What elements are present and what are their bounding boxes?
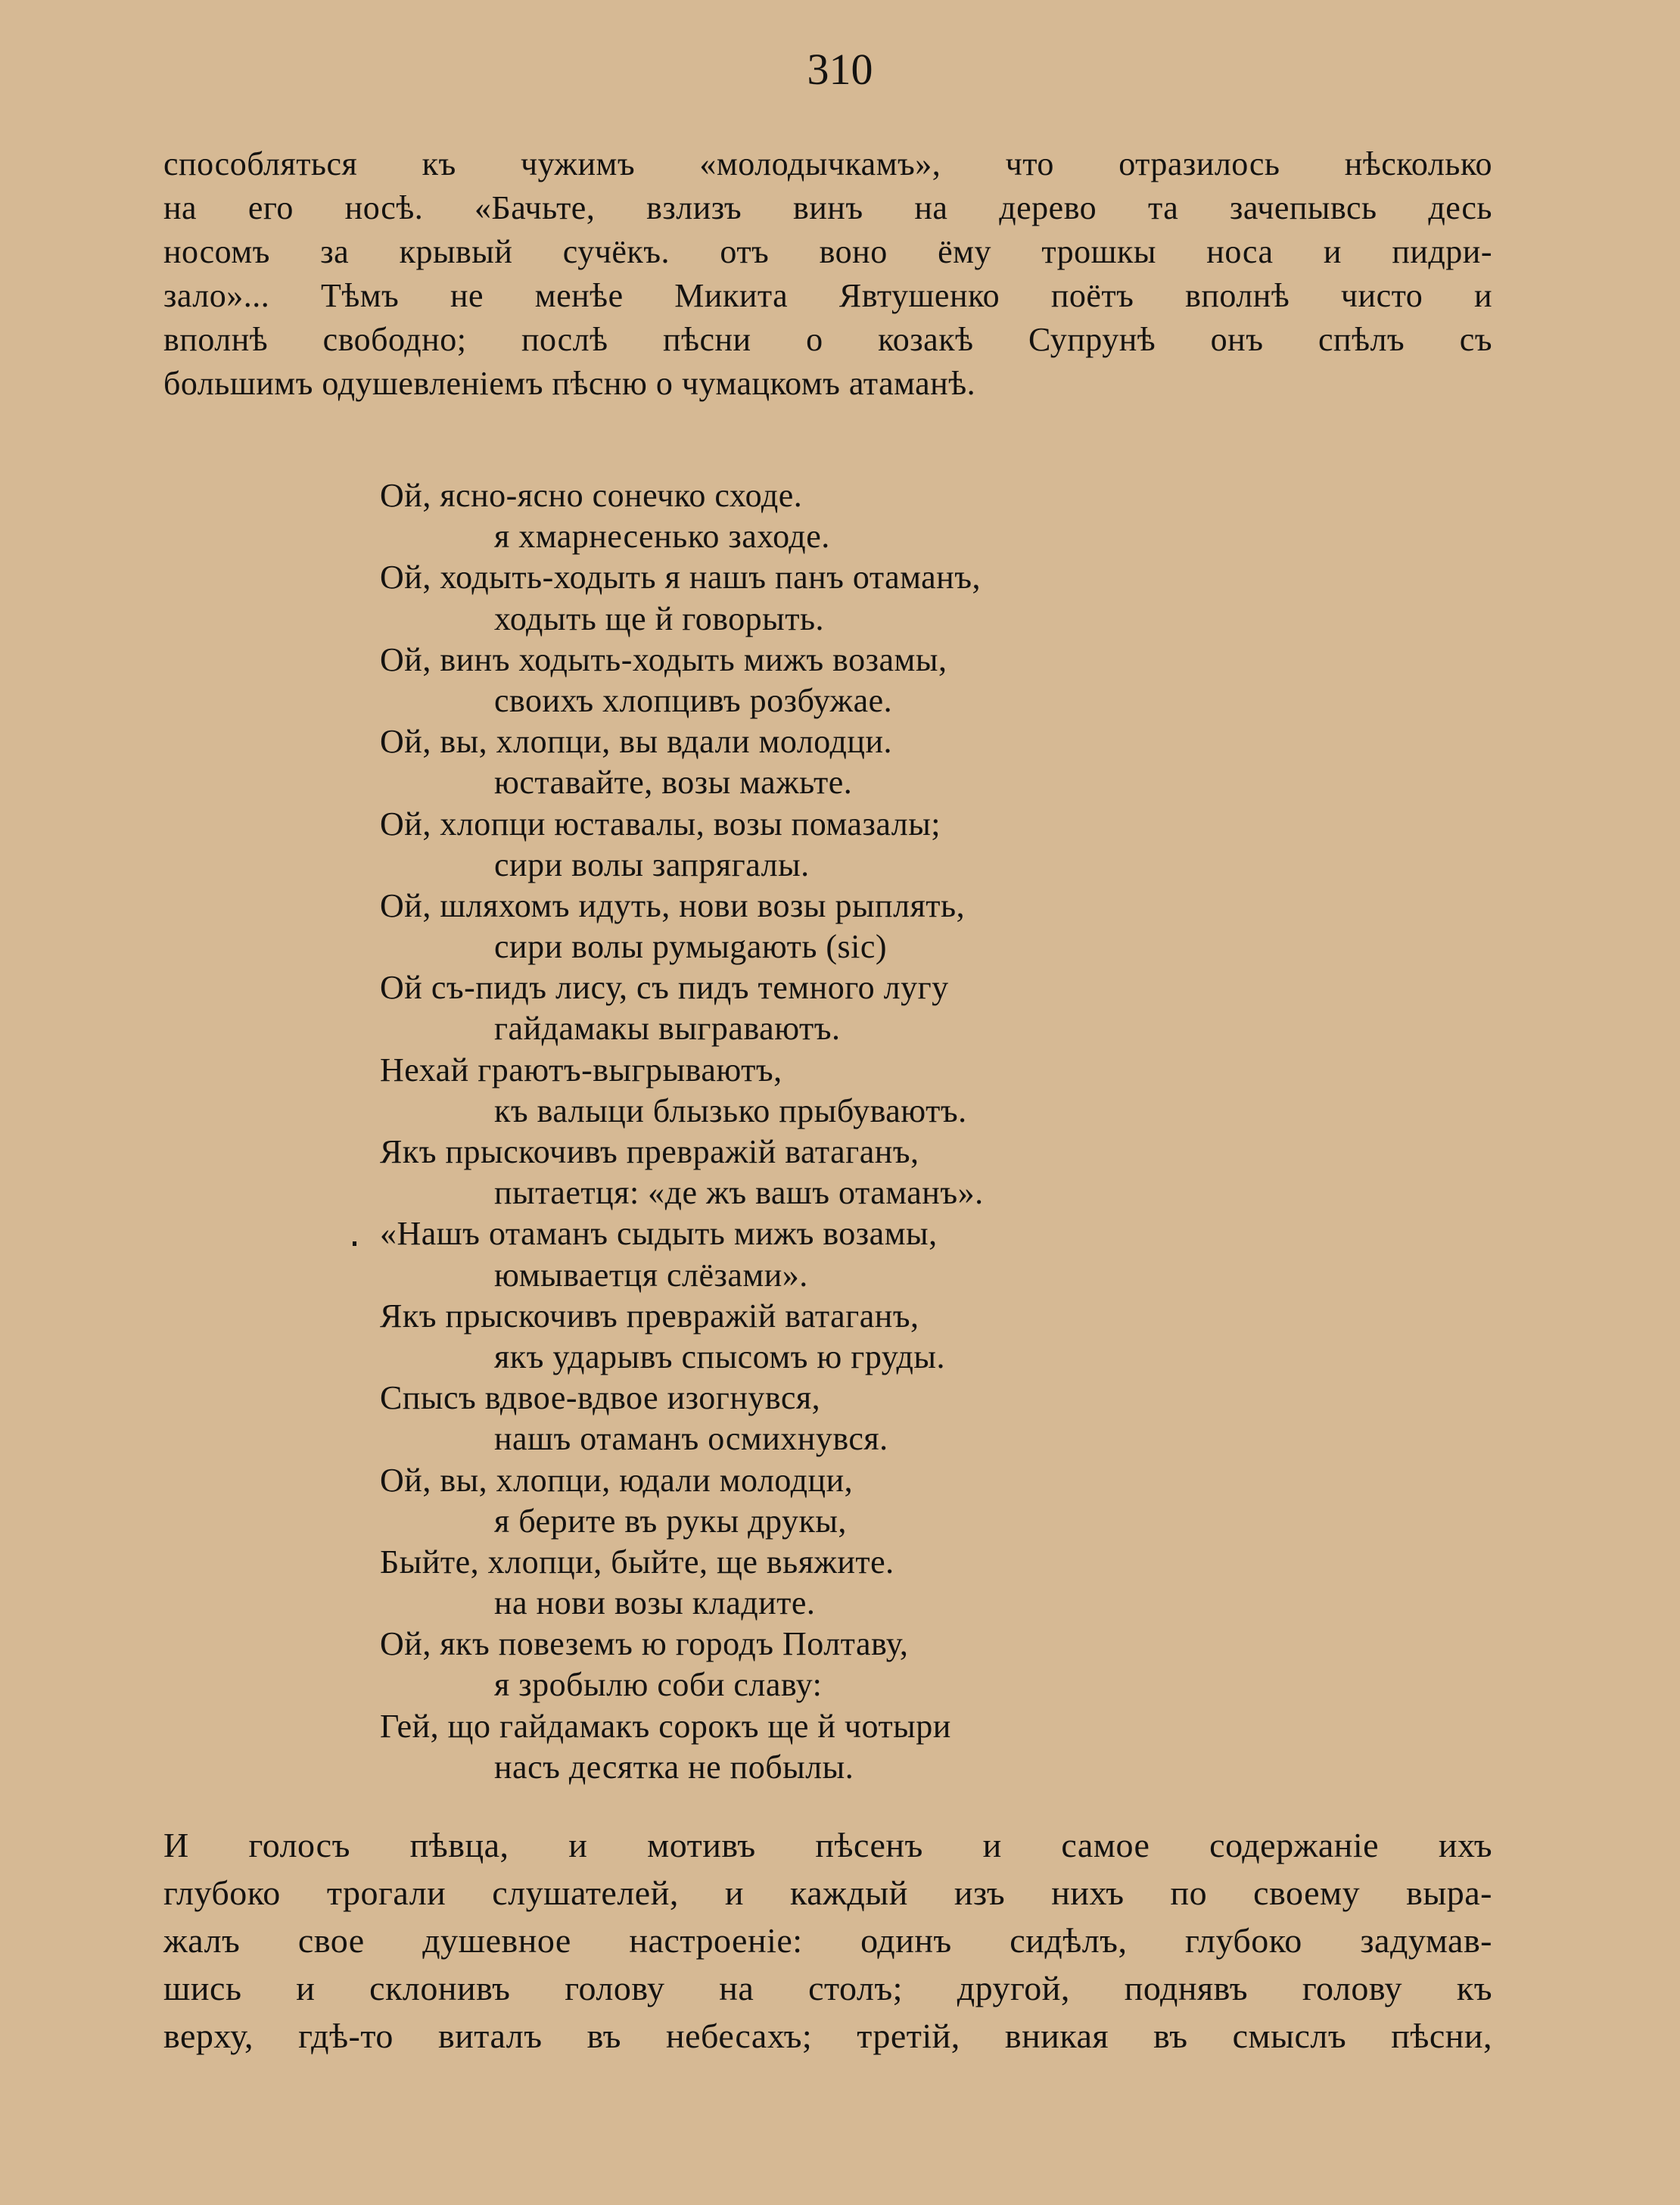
verse-line: Быйте, хлопци, быйте, ще вьяжите. [380,1543,894,1581]
verse-line: пытаетця: «де жъ вашъ отаманъ». [494,1174,984,1212]
verse-line: на нови возы кладите. [494,1584,816,1622]
verse-line: сири волы запрягалы. [494,846,810,883]
verse-line: Ой, винъ ходыть-ходыть мижъ возамы, [380,640,947,678]
verse-line: «Нашъ отаманъ сыдыть мижъ возамы, [380,1215,938,1253]
paragraph-line: большимъ одушевленіемъ пѣсню о чумацкомъ атаманѣ. [163,365,976,402]
verse-line: я зробылю соби славу: [494,1666,823,1704]
verse-line: Нехай граютъ-выгрываютъ, [380,1051,782,1088]
verse-line: гайдамакы выграваютъ. [494,1010,841,1048]
paragraph-line: способляться къ чужимъ «молодычкамъ», что отразилось нѣсколько [163,145,1492,182]
verse-line: Ой съ-пидъ лису, съ пидъ темного лугу [380,969,949,1007]
verse-line: якъ ударывъ спысомъ ю груды. [494,1338,945,1375]
paragraph-line: шись и склонивъ голову на столъ; другой, поднявъ голову къ [163,1969,1492,2007]
paragraph-line: на его носѣ. «Бачьте, взлизъ винъ на дерево та зачепывсь десь [163,189,1492,226]
verse-line: Ой, хлопци юставалы, возы помазалы; [380,805,941,842]
verse-line: я берите въ рукы друкы, [494,1502,847,1540]
verse-line: Ой, ходыть-ходыть я нашъ панъ отаманъ, [380,559,981,596]
verse-line: Ой, ясно-ясно сонечко сходе. [380,477,803,514]
verse-line: Якъ прыскочивъ превражій ватаганъ, [380,1133,919,1170]
verse-line: Ой, шляхомъ идуть, нови возы рыплять, [380,886,966,924]
paragraph-line: жалъ свое душевное настроеніе: одинъ сидѣлъ, глубоко задумав- [163,1921,1492,1960]
verse-line: нашъ отаманъ осмихнувся. [494,1420,888,1458]
verse-line: ходыть ще й говорыть. [494,600,825,637]
verse-line: своихъ хлопцивъ розбужае. [494,681,893,719]
verse-line: юмываетця слёзами». [494,1256,808,1294]
paragraph-line: верху, гдѣ-то виталъ въ небесахъ; третій, вникая въ смыслъ пѣсни, [163,2017,1492,2055]
verse-line: юставайте, возы мажьте. [494,764,853,802]
verse-line: Ой, вы, хлопци, юдали молодци, [380,1461,854,1499]
verse-line: къ валыци блызько прыбуваютъ. [494,1092,967,1129]
paragraph-line: И голосъ пѣвца, и мотивъ пѣсенъ и самое содержаніе ихъ [163,1826,1492,1864]
paragraph-line: вполнѣ свободно; послѣ пѣсни о козакѣ Супрунѣ онъ спѣлъ съ [163,321,1492,358]
verse-line: насъ десятка не побылы. [494,1748,854,1786]
intro-paragraph [163,142,1492,406]
verse-line: Ой, якъ повеземъ ю городъ Полтаву, [380,1625,909,1663]
closing-paragraph [163,1821,1492,2060]
verse-line: Спысъ вдвое-вдвое изогнувся, [380,1379,821,1417]
page-number: 310 [807,45,873,94]
verse-line: я хмарнесенько заходе. [494,518,830,556]
verse-line: Ой, вы, хлопци, вы вдали молодци. [380,723,893,761]
verse-line: Якъ прыскочивъ превражій ватаганъ, [380,1297,919,1335]
verse-line: сири волы румыgають (sic) [494,928,888,966]
print-speck [353,1241,356,1246]
paragraph-line: зало»... Тѣмъ не менѣе Микита Явтушенко поётъ вполнѣ чисто и [163,277,1492,314]
verse-line: Гей, що гайдамакъ сорокъ ще й чотыри [380,1707,951,1745]
paragraph-line: глубоко трогали слушателей, и каждый изъ нихъ по своему выра- [163,1873,1492,1912]
paragraph-line: носомъ за крывый сучёкъ. отъ воно ёму трошкы носа и пидри- [163,233,1492,270]
song-verses [380,475,1288,1788]
